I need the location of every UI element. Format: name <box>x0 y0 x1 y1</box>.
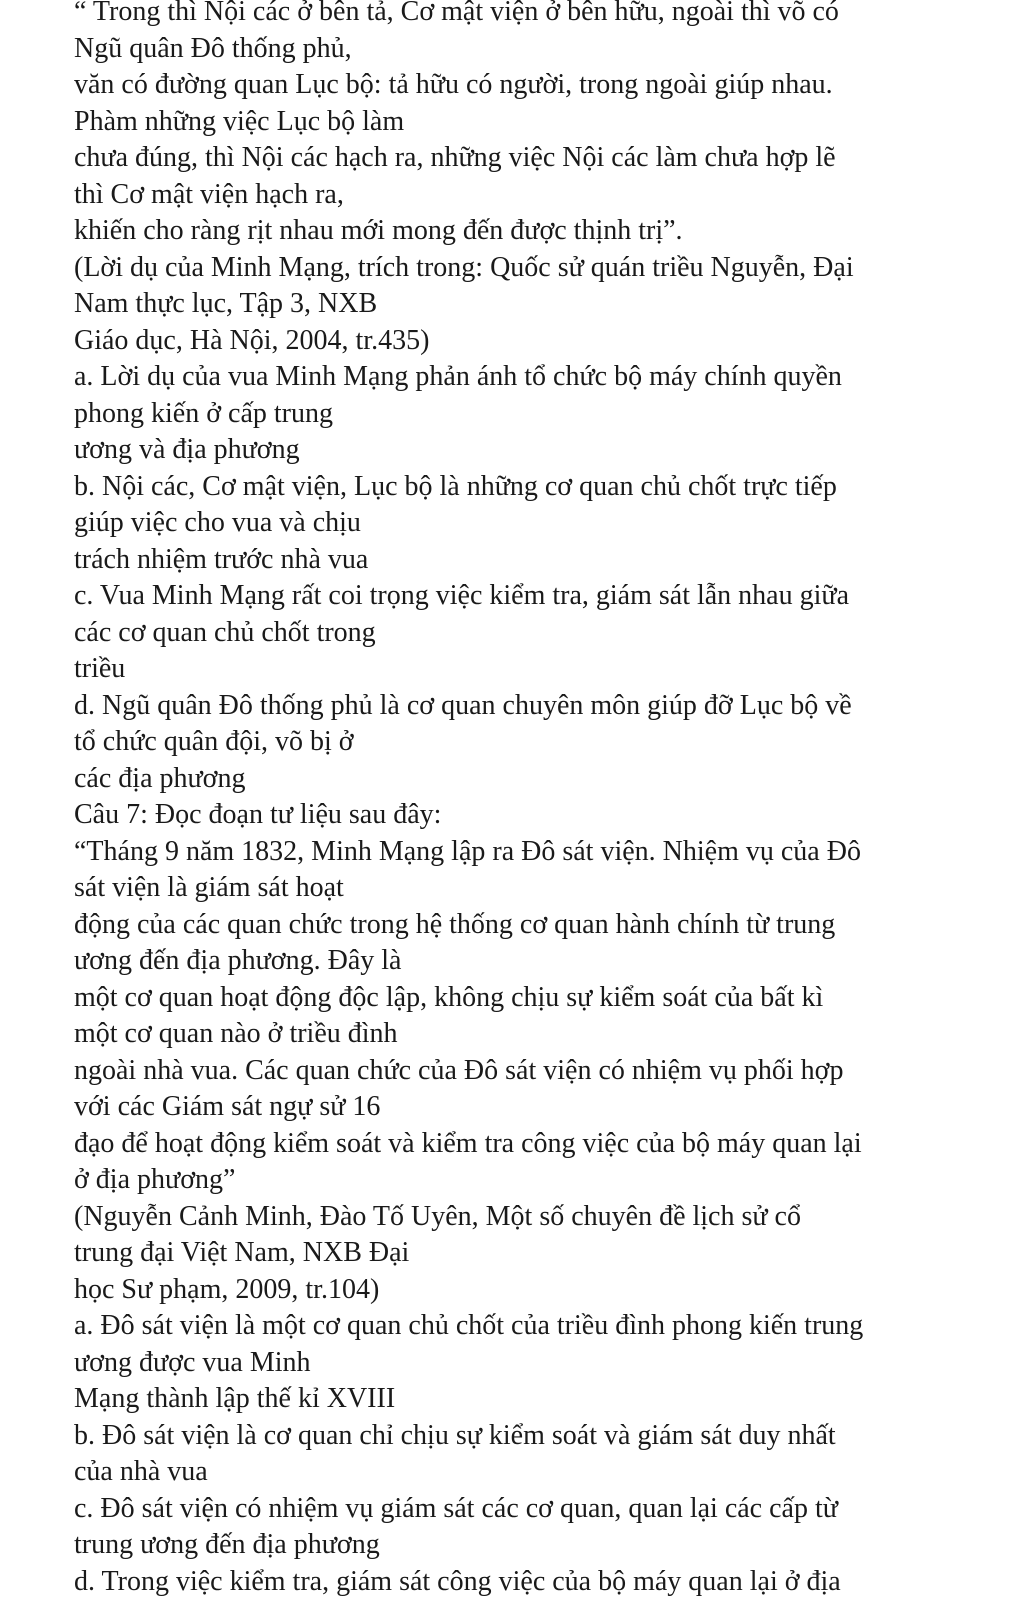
text-line: tổ chức quân đội, võ bị ở <box>74 726 354 757</box>
text-line: trách nhiệm trước nhà vua <box>74 543 369 575</box>
text-line: “Tháng 9 năm 1832, Minh Mạng lập ra Đô sát viện. Nhiệm vụ của Đô <box>74 835 861 867</box>
text-line: b. Nội các, Cơ mật viện, Lục bộ là những cơ quan chủ chốt trực tiếp <box>74 470 837 502</box>
text-line: trung đại Việt Nam, NXB Đại <box>74 1237 410 1268</box>
text-line: ương và địa phương <box>74 434 300 465</box>
text-line: các địa phương <box>74 762 246 794</box>
text-line: sát viện là giám sát hoạt <box>74 872 344 903</box>
text-line: Câu 7: Đọc đoạn tư liệu sau đây: <box>74 799 442 830</box>
text-line: khiến cho ràng rịt nhau mới mong đến được thịnh trị”. <box>74 215 683 246</box>
text-line: chưa đúng, thì Nội các hạch ra, những việc Nội các làm chưa hợp lẽ <box>74 142 836 173</box>
text-line: các cơ quan chủ chốt trong <box>74 616 376 648</box>
text-line: a. Đô sát viện là một cơ quan chủ chốt của triều đình phong kiến trung <box>74 1310 864 1341</box>
text-line: ương đến địa phương. Đây là <box>74 945 402 976</box>
text-line: Giáo dục, Hà Nội, 2004, tr.435) <box>74 324 430 356</box>
document-text <box>74 0 1004 1600</box>
text-line: đạo để hoạt động kiểm soát và kiểm tra công việc của bộ máy quan lại <box>74 1127 862 1159</box>
text-line: văn có đường quan Lục bộ: tả hữu có người, trong ngoài giúp nhau. <box>74 69 833 100</box>
text-line: phong kiến ở cấp trung <box>74 397 333 429</box>
text-line: một cơ quan nào ở triều đình <box>74 1018 398 1049</box>
text-line: giúp việc cho vua và chịu <box>74 507 361 538</box>
text-line: Phàm những việc Lục bộ làm <box>74 105 405 137</box>
text-line: d. Ngũ quân Đô thống phủ là cơ quan chuyên môn giúp đỡ Lục bộ về <box>74 689 852 721</box>
text-line: ngoài nhà vua. Các quan chức của Đô sát viện có nhiệm vụ phối hợp <box>74 1054 844 1086</box>
text-line: (Nguyễn Cảnh Minh, Đào Tố Uyên, Một số chuyên đề lịch sử cổ <box>74 1200 801 1232</box>
text-line: trung ương đến địa phương <box>74 1529 380 1560</box>
text-line: a. Lời dụ của vua Minh Mạng phản ánh tổ chức bộ máy chính quyền <box>74 361 842 392</box>
text-line: “ Trong thì Nội các ở bên tả, Cơ mật viện ở bên hữu, ngoài thì võ có <box>74 0 839 27</box>
text-line: học Sư phạm, 2009, tr.104) <box>74 1273 380 1305</box>
text-line: ở địa phương” <box>74 1164 236 1195</box>
text-line: (Lời dụ của Minh Mạng, trích trong: Quốc sử quán triều Nguyễn, Đại <box>74 251 854 283</box>
text-line: d. Trong việc kiểm tra, giám sát công việc của bộ máy quan lại ở địa <box>74 1565 841 1597</box>
text-line: với các Giám sát ngự sử 16 <box>74 1091 381 1122</box>
text-line: một cơ quan hoạt động độc lập, không chịu sự kiểm soát của bất kì <box>74 981 824 1013</box>
text-line: Nam thực lục, Tập 3, NXB <box>74 288 378 319</box>
text-line: thì Cơ mật viện hạch ra, <box>74 178 344 210</box>
text-line: của nhà vua <box>74 1456 208 1487</box>
text-line: Mạng thành lập thế kỉ XVIII <box>74 1383 396 1414</box>
text-line: b. Đô sát viện là cơ quan chỉ chịu sự kiểm soát và giám sát duy nhất <box>74 1419 836 1451</box>
text-line: động của các quan chức trong hệ thống cơ quan hành chính từ trung <box>74 908 836 940</box>
text-line: ương được vua Minh <box>74 1346 311 1378</box>
text-line: Ngũ quân Đô thống phủ, <box>74 32 352 64</box>
text-line: c. Đô sát viện có nhiệm vụ giám sát các cơ quan, quan lại các cấp từ <box>74 1492 838 1524</box>
text-line: triều <box>74 653 126 684</box>
text-line: c. Vua Minh Mạng rất coi trọng việc kiểm tra, giám sát lẫn nhau giữa <box>74 580 849 611</box>
